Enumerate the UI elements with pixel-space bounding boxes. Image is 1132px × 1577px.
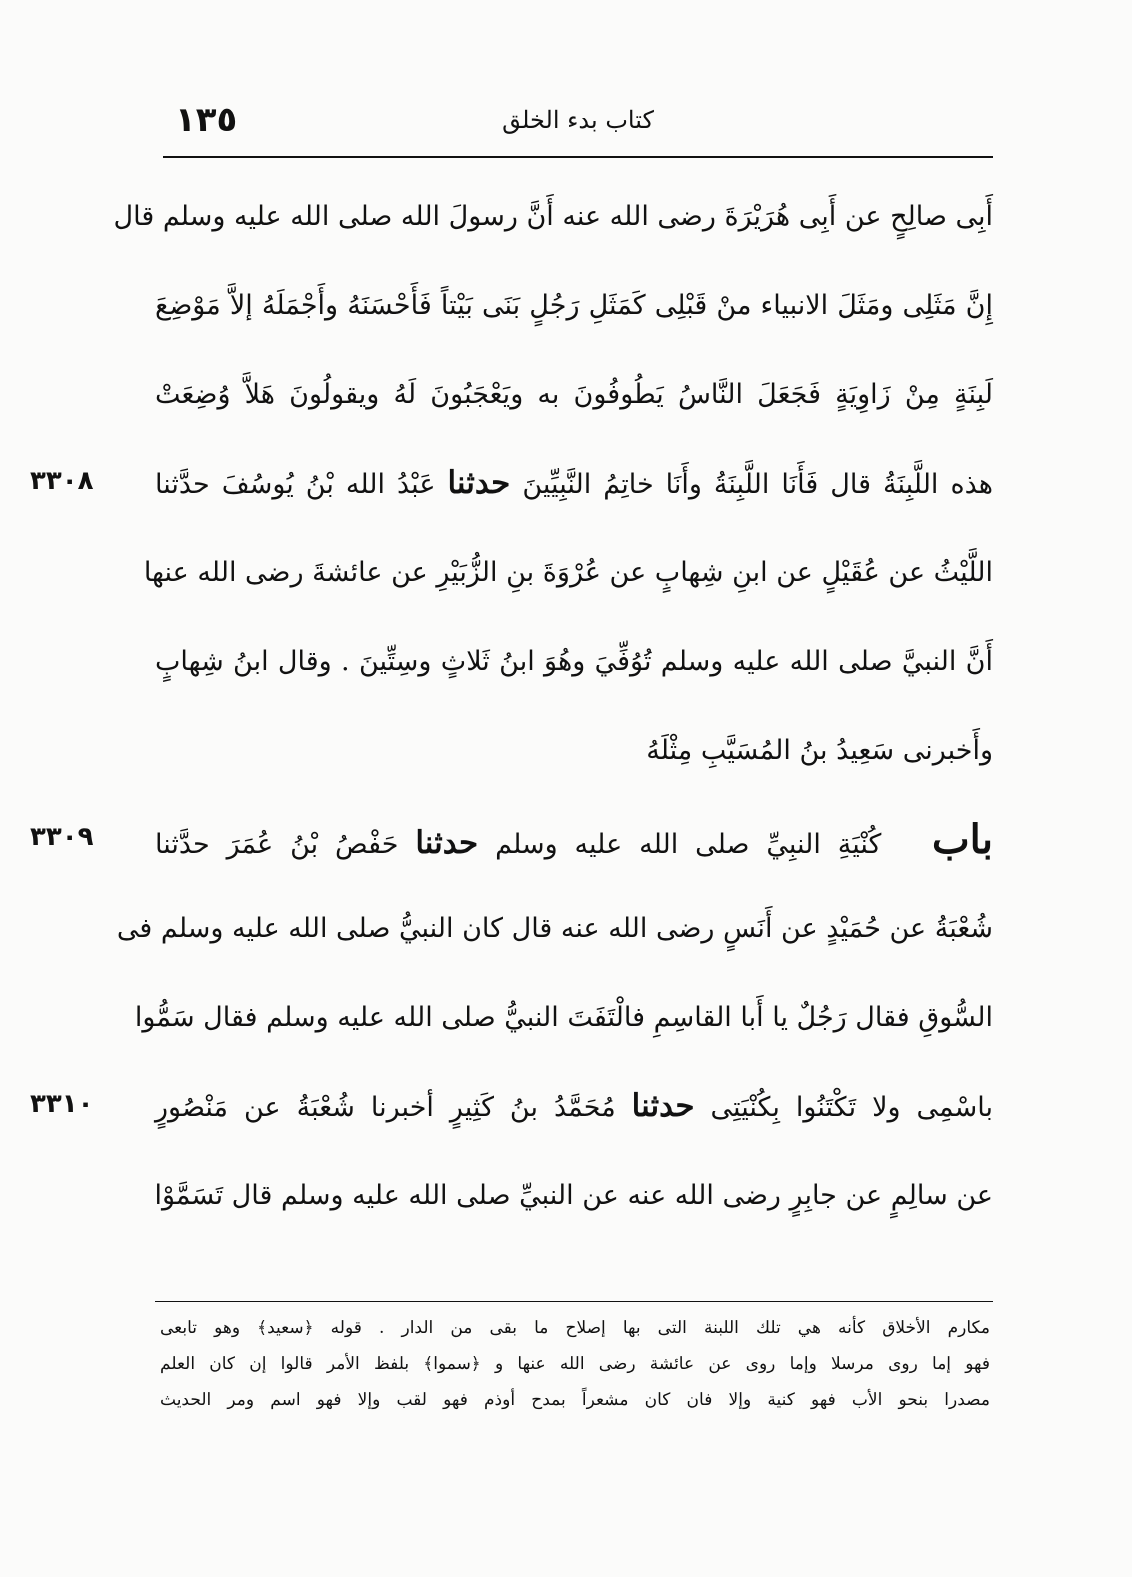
hadith-number: ٣٣٠٨ — [30, 466, 94, 496]
line-text: السُّوقِ فقال رَجُلٌ يا أَبا القاسِمِ فالْتَفَتَ النبيُّ صلى الله عليه وسلم فقال سَمُّوا — [134, 1002, 993, 1033]
footnote-line: فهو إما روى مرسلا وإما روى عن عائشة رضى الله عنها و ﴿سموا﴾ بلفظ الأمر قالوا إن كان العلم — [160, 1354, 990, 1374]
footnotes — [160, 1310, 990, 1418]
line-text: إِنَّ مَثَلِى ومَثَلَ الانبياء منْ قَبْلِى كَمَثَلِ رَجُلٍ بَنَى بَيْتاً فَأَحْسَنَهُ وأَجْمَلَهُ إلاَّ مَوْضِعَ — [155, 290, 993, 321]
running-title: كتاب بدء الخلق — [502, 106, 654, 134]
line-text: أَنَّ النبيَّ صلى الله عليه وسلم تُوُفِّيَ وهُوَ ابنُ ثَلاثٍ وسِتِّينَ . وقال ابنُ شِهابٍ — [155, 646, 993, 677]
narration-marker: حدثنا — [447, 465, 511, 501]
line-text: كُنْيَةِ النبِيِّ صلى الله عليه وسلم — [495, 829, 882, 860]
footnote-line: مصدرا بنحو الأب فهو كنية وإلا فان كان مشعراً بمدح أوذم فهو لقب وإلا فهو اسم ومر الحديث — [160, 1390, 990, 1410]
line-text: باسْمِى ولا تَكْتَنُوا بِكُنْيَتِى — [710, 1092, 993, 1123]
narration-marker: حدثنا — [415, 825, 479, 861]
footnote-divider — [155, 1301, 993, 1302]
header-divider — [163, 156, 993, 158]
line-text-continued: حَفْصُ بْنُ عُمَرَ حدَّثنا — [155, 829, 399, 860]
text-line — [134, 973, 993, 1062]
body-text — [113, 172, 993, 1240]
text-line — [155, 706, 993, 795]
text-line — [143, 528, 993, 617]
hadith-number: ٣٣١٠ — [30, 1089, 94, 1119]
line-text: وأَخبرنى سَعِيدُ بنُ المُسَيَّبِ مِثْلَهُ — [646, 735, 993, 766]
text-line — [155, 439, 993, 528]
line-text: عن سالِمٍ عن جابِرٍ رضى الله عنه عن النبيِّ صلى الله عليه وسلم قال تَسَمَّوْا — [154, 1180, 993, 1211]
footnote-line: مكارم الأخلاق كأنه هي تلك اللبنة التى بها إصلاح ما بقى من الدار . قوله ﴿سعيد﴾ وهو تابعى — [160, 1318, 990, 1338]
narration-marker: حدثنا — [631, 1088, 695, 1124]
line-text: أَبِى صالِحٍ عن أَبِى هُرَيْرَةَ رضى الله عنه أَنَّ رسولَ الله صلى الله عليه وسلم قال — [113, 201, 993, 232]
page-header — [163, 96, 993, 156]
line-text: اللَّيْثُ عن عُقَيْلٍ عن ابنِ شِهابٍ عن عُرْوَةَ بنِ الزُّبَيْرِ عن عائشةَ رضى الله عنها — [143, 557, 993, 588]
text-line — [113, 172, 993, 261]
line-text-continued: مُحَمَّدُ بنُ كَثِيرٍ أخبرنا شُعْبَةُ عن مَنْصُورٍ — [155, 1092, 616, 1123]
chapter-heading: باب — [932, 816, 993, 863]
text-line — [155, 350, 993, 439]
page-number: ١٣٥ — [175, 100, 238, 140]
text-line — [155, 1062, 993, 1151]
text-line — [116, 884, 993, 973]
text-line — [155, 1151, 993, 1240]
text-line — [155, 617, 993, 706]
text-line — [155, 261, 993, 350]
hadith-number: ٣٣٠٩ — [30, 822, 94, 852]
line-text: لَبِنَةٍ مِنْ زَاوِيَةٍ فَجَعَلَ النَّاسُ يَطُوفُونَ به ويَعْجَبُونَ لَهُ ويقولُونَ هَلاَّ وُضِعَتْ — [155, 379, 993, 410]
line-text-continued: عَبْدُ الله بْنُ يُوسُفَ حدَّثنا — [155, 469, 436, 500]
text-line — [155, 795, 993, 884]
line-text: هذه اللَّبِنَةُ قال فَأَنَا اللَّبِنَةُ وأَنَا خاتِمُ النَّبِيِّينَ — [522, 469, 993, 500]
line-text: شُعْبَةُ عن حُمَيْدٍ عن أَنَسٍ رضى الله عنه قال كان النبيُّ صلى الله عليه وسلم فى — [116, 913, 993, 944]
